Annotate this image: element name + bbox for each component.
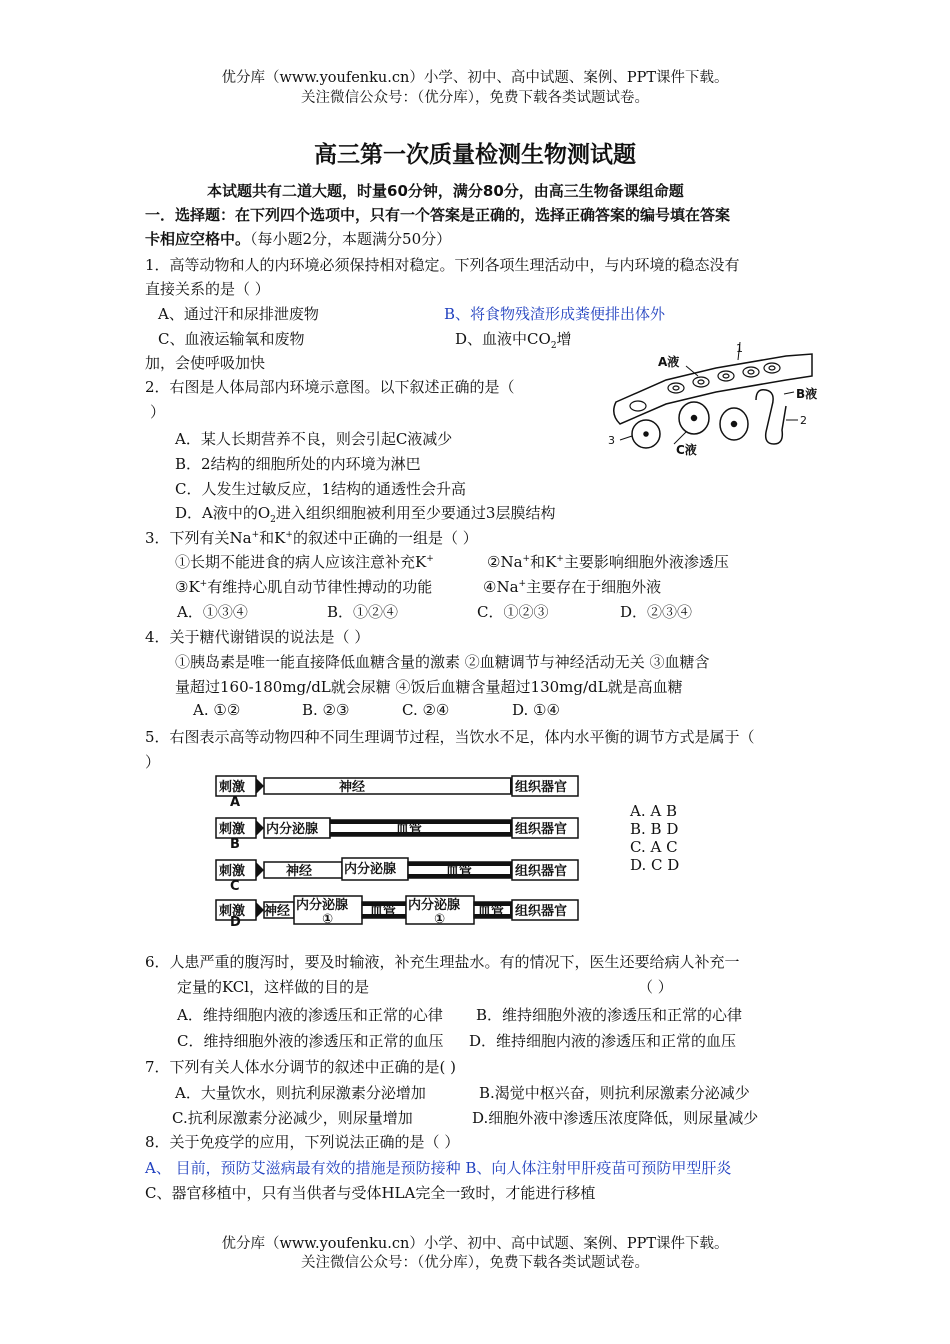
row-d-gland-2-mark: ①	[434, 912, 446, 926]
row-c-vessel: 血管	[446, 864, 473, 879]
exam-info: 本试题共有二道大题，时量60分钟，满分80分，由高三生物备课组命题	[207, 182, 684, 200]
pathway-row-b	[216, 818, 578, 852]
q3-statement-4	[483, 576, 661, 597]
q3-s4-sup: +	[518, 579, 527, 589]
q5-option-b: B. B D	[630, 820, 679, 838]
label-b-fluid: B液	[796, 387, 818, 401]
q8-option-c: C、器官移植中，只有当供者与受体HLA完全一致时，才能进行移植	[145, 1184, 596, 1202]
q1-option-a: A、通过汗和尿排泄废物	[158, 305, 319, 323]
row-c-letter: C	[230, 879, 240, 894]
label-c-fluid: C液	[676, 443, 697, 457]
q2-option-a: A．某人长期营养不良，则会引起C液减少	[175, 430, 453, 448]
capillary-vessel	[614, 354, 812, 424]
q6-stem-a: 6．人患严重的腹泻时，要及时输液，补充生理盐水。有的情况下，医生还要给病人补充一	[145, 953, 740, 971]
row-c-stimulus: 刺激	[219, 864, 246, 879]
section-heading-b-text: 卡相应空格中。	[145, 230, 251, 248]
q6-option-c: C．维持细胞外液的渗透压和正常的血压	[177, 1032, 444, 1050]
q8-stem: 8．关于免疫学的应用，下列说法正确的是（ ）	[145, 1133, 460, 1151]
q5-stem-b: ）	[145, 753, 161, 771]
q3-s2-sup2: +	[556, 554, 564, 564]
label-a-fluid: A液	[658, 355, 680, 369]
q1-option-b: B、将食物残渣形成粪便排出体外	[444, 305, 666, 323]
q3-s4-b: 主要存在于细胞外液	[526, 578, 662, 596]
label-1: 1	[736, 342, 743, 355]
section-heading-a: 一．选择题：在下列四个选项中，只有一个答案是正确的，选择正确答案的编号填在答案	[145, 206, 731, 224]
q4-option-b: B. ②③	[302, 701, 350, 719]
q5-option-c: C. A C	[630, 838, 678, 856]
q4-statements-1: ①胰岛素是唯一能直接降低血糖含量的激素 ②血糖调节与神经活动无关 ③血糖含	[175, 653, 710, 671]
row-d-letter: D	[230, 915, 241, 926]
q3-statement-2	[487, 551, 729, 572]
q7-option-a: A．大量饮水，则抗利尿激素分泌增加	[175, 1084, 426, 1102]
row-d-gland-1-mark: ①	[322, 912, 334, 926]
q2-option-d-b: 进入组织细胞被利用至少要通过3层膜结构	[275, 504, 556, 522]
row-a-stimulus: 刺激	[219, 780, 246, 795]
q3-option-b: B．①②④	[327, 603, 399, 621]
q2-option-d-sub: 2	[270, 515, 276, 525]
q3-option-d: D．②③④	[620, 603, 693, 621]
q1-option-d-cont: 加，会使呼吸加快	[145, 354, 266, 372]
q5-figure	[214, 772, 582, 926]
row-b-organ: 组织器官	[515, 822, 568, 837]
q4-option-a: A. ①②	[193, 701, 241, 719]
q3-s2-c: 主要影响细胞外液渗透压	[563, 553, 729, 571]
q4-option-d: D. ①④	[512, 701, 560, 719]
row-b-stimulus: 刺激	[219, 822, 246, 837]
row-c-nerve: 神经	[286, 864, 313, 879]
q5-stem-a: 5．右图表示高等动物四种不同生理调节过程，当饮水不足，体内水平衡的调节方式是属于（	[145, 728, 755, 746]
q3-s4-a: ④Na	[483, 578, 519, 596]
q1-option-c: C、血液运输氧和废物	[158, 330, 305, 348]
row-b-gland: 内分泌腺	[266, 822, 319, 837]
row-b-letter: B	[230, 837, 240, 852]
row-d-stimulus: 刺激	[219, 904, 246, 919]
q1-stem-b: 直接关系的是（ ）	[145, 280, 270, 298]
section-heading-b	[145, 228, 451, 249]
q5-option-d: D. C D	[630, 856, 680, 874]
q1-stem-a: 1．高等动物和人的内环境必须保持相对稳定。下列各项生理活动中，与内环境的稳态没有	[145, 256, 740, 274]
q3-stem-a: 3．下列有关Na	[145, 529, 252, 547]
footer-line-2: 关注微信公众号：（优分库），免费下载各类试题试卷。	[301, 1255, 649, 1271]
q7-option-c: C.抗利尿激素分泌减少，则尿量增加	[172, 1109, 413, 1127]
q3-s2-sup1: +	[522, 554, 531, 564]
row-b-vessel: 血管	[396, 822, 423, 837]
q3-stem-sup2: +	[285, 530, 293, 540]
row-d-gland-2: 内分泌腺	[408, 898, 461, 913]
q7-option-d: D.细胞外液中渗透压浓度降低，则尿量减少	[472, 1109, 759, 1127]
q1-option-d-b: 增	[556, 330, 572, 348]
q2-stem-b: ）	[150, 403, 166, 421]
q3-s3-a: ③K	[175, 578, 200, 596]
footer-line-1: 优分库（www.youfenku.cn）小学、初中、高中试题、案例、PPT课件下载。	[221, 1236, 729, 1252]
q6-stem-b: 定量的KCl，这样做的目的是	[177, 978, 370, 996]
pathway-row-a	[216, 776, 578, 810]
q6-option-a: A．维持细胞内液的渗透压和正常的心律	[177, 1006, 443, 1024]
row-a-letter: A	[230, 795, 241, 810]
q3-s1-text: ①长期不能进食的病人应该注意补充K	[175, 553, 427, 571]
q3-s1-sup: +	[426, 554, 434, 564]
q3-stem-b: 和K	[259, 529, 286, 547]
row-a-organ: 组织器官	[515, 780, 568, 795]
q3-s2-b: 和K	[530, 553, 557, 571]
row-d-vessel-2: 血管	[478, 904, 505, 919]
q4-option-c: C. ②④	[402, 701, 450, 719]
label-3: 3	[608, 434, 615, 447]
header-line-2: 关注微信公众号：（优分库），免费下载各类试题试卷。	[301, 90, 649, 106]
lymph-vessel	[756, 390, 786, 444]
row-d-vessel-1: 血管	[370, 904, 397, 919]
q8-option-b: B、向人体注射甲肝疫苗可预防甲型肝炎	[465, 1159, 732, 1177]
q6-option-d: D．维持细胞内液的渗透压和正常的血压	[469, 1032, 737, 1050]
q3-statement-3	[175, 576, 432, 597]
q6-option-b: B．维持细胞外液的渗透压和正常的心律	[476, 1006, 743, 1024]
q3-stem-sup1: +	[251, 530, 260, 540]
q1-option-d	[455, 328, 572, 351]
q2-option-d	[175, 502, 555, 525]
q2-option-b: B．2结构的细胞所处的内环境为淋巴	[175, 455, 421, 473]
section-note: （每小题2分，本题满分50分）	[250, 230, 452, 248]
pathway-row-c	[216, 858, 578, 894]
q2-option-d-a: D．A液中的O	[175, 504, 271, 522]
q2-stem-a: 2．右图是人体局部内环境示意图。以下叙述正确的是（	[145, 378, 515, 396]
page-title: 高三第一次质量检测生物测试题	[314, 142, 636, 168]
q3-s3-sup: +	[199, 579, 208, 589]
row-d-organ: 组织器官	[515, 904, 568, 919]
q2-option-c: C．人发生过敏反应，1结构的通透性会升高	[175, 480, 467, 498]
q5-option-a: A. A B	[630, 802, 677, 820]
q7-option-b: B.渴觉中枢兴奋，则抗利尿激素分泌减少	[479, 1084, 750, 1102]
pathway-row-d	[216, 896, 578, 926]
row-d-gland-1: 内分泌腺	[296, 898, 349, 913]
q2-figure	[606, 340, 828, 460]
header-line-1: 优分库（www.youfenku.cn）小学、初中、高中试题、案例、PPT课件下载。	[221, 70, 729, 86]
q3-statement-1	[175, 551, 434, 572]
q3-s3-b: 有维持心肌自动节律性搏动的功能	[207, 578, 433, 596]
q1-option-d-a: D、血液中CO	[455, 330, 551, 348]
q1-option-d-sub: 2	[550, 341, 557, 351]
row-c-organ: 组织器官	[515, 864, 568, 879]
label-2: 2	[800, 414, 807, 427]
q3-stem-c: 的叙述中正确的一组是（ ）	[292, 529, 478, 547]
q3-option-c: C．①②③	[477, 603, 549, 621]
q3-option-a: A．①③④	[177, 603, 248, 621]
row-d-nerve: 神经	[264, 904, 291, 919]
q3-stem	[145, 527, 478, 548]
q4-statements-2: 量超过160-180mg/dL就会尿糖 ④饭后血糖含量超过130mg/dL就是高血糖	[175, 678, 683, 696]
q8-options-ab	[145, 1157, 731, 1178]
row-c-gland: 内分泌腺	[344, 862, 397, 877]
row-a-nerve: 神经	[339, 780, 366, 795]
q3-s2-a: ②Na	[487, 553, 523, 571]
q4-stem: 4．关于糖代谢错误的说法是（ ）	[145, 628, 370, 646]
q8-option-a: A、 目前，预防艾滋病最有效的措施是预防接种	[145, 1159, 461, 1177]
q7-stem: 7．下列有关人体水分调节的叙述中正确的是( )	[145, 1058, 457, 1076]
q6-paren: （ ）	[638, 978, 673, 996]
